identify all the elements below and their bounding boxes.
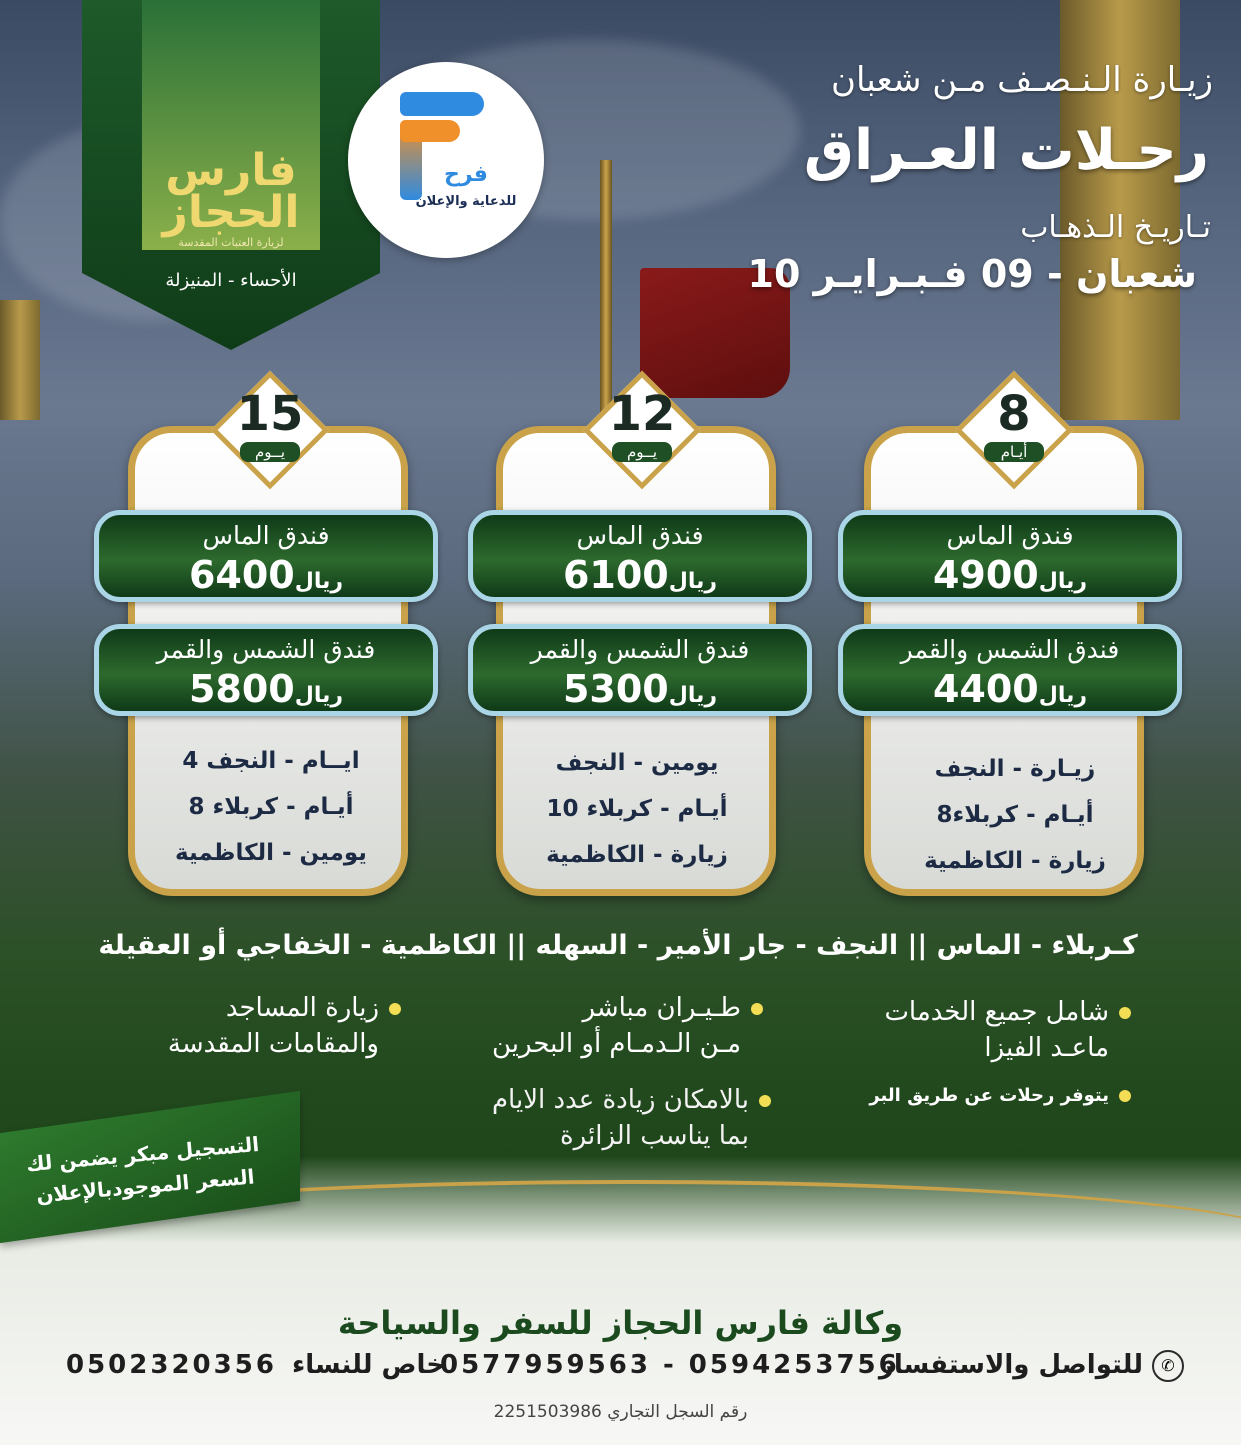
phone-icon: ✆ [1152,1350,1184,1382]
bullet-icon [1119,1007,1131,1019]
feature-text: طـيـران مباشر [582,993,741,1023]
logo-subtitle: لزيارة العتبات المقدسة [178,236,284,249]
feature-text: شامل جميع الخدمات [884,997,1109,1027]
bullet-icon [389,1003,401,1015]
itinerary-line: يومين - النجف [555,750,719,776]
feature-item [492,990,763,1062]
itinerary [502,740,772,878]
days-medal [956,372,1072,488]
agency-name: وكالة فارس الحجاز للسفر والسياحة [337,1304,904,1342]
departure-date: 10 شعبان - 09 فـبـرايـر [747,252,1197,296]
price-box [468,510,812,602]
price-box [468,624,812,716]
hotel-name: فندق الشمس والقمر [156,635,376,664]
package-days-unit: يــوم [240,442,300,462]
price-value: 6400 [188,553,295,597]
cities-line: كـربلاء - الماس || النجف - جار الأمير - السهله || الكاظمية - الخفاجي أو العقيلة [98,930,1138,961]
package-days: 15 [236,386,304,442]
currency: ريال [1038,569,1088,594]
hotel-name: فندق الماس [946,521,1074,550]
partner-tagline: للدعاية والإعلان [415,194,517,209]
feature-item [168,990,401,1062]
feature-text: والمقامات المقدسة [167,1029,379,1059]
itinerary-line: يومين - الكاظمية [175,840,367,866]
hotel-price [99,667,433,711]
itinerary-line: 8أيـام - كربلاء [936,802,1094,828]
hotel-name: فندق الشمس والقمر [530,635,750,664]
feature-item [492,1082,771,1154]
promo-line: التسجيل مبكر يضمن لك [25,1131,260,1177]
women-phone[interactable]: 0502320356 [66,1350,277,1380]
days-medal [212,372,328,488]
bullet-icon [759,1095,771,1107]
price-value: 4400 [932,667,1039,711]
price-box [838,510,1182,602]
women-label: خاص للنساء [292,1350,446,1380]
logo-name: فارس الحجاز [162,145,300,238]
contact-label: للتواصل والاستفسار [878,1350,1143,1380]
hotel-name: فندق الماس [202,521,330,550]
currency: ريال [668,569,718,594]
hotel-price [473,667,807,711]
price-box [94,510,438,602]
f-logo-bar-top [400,92,484,116]
partner-logo [348,62,544,258]
price-value: 5800 [188,667,295,711]
hotel-price [473,553,807,597]
itinerary [136,738,406,876]
promo-line: السعر الموجودبالإعلان [35,1164,256,1208]
days-medal [584,372,700,488]
feature-item [869,1078,1131,1114]
feature-text: بالامكان زيادة عدد الايام [491,1085,749,1115]
partner-name: فرح [444,162,488,187]
currency: ريال [294,569,344,594]
feature-text: مـن الـدمـام أو البحرين [491,1029,741,1059]
itinerary [880,746,1150,884]
feature-text: بما يناسب الزائرة [560,1121,749,1151]
hotel-name: فندق الشمس والقمر [900,635,1120,664]
price-value: 5300 [562,667,669,711]
itinerary-line: 8 أيـام - كربلاء [188,794,354,820]
itinerary-line: زيـارة - النجف [934,756,1096,782]
hero-subtitle: زيـارة الـنـصـف مـن شعبان [830,60,1213,100]
feature-text: ماعـد الفيزا [984,1033,1109,1063]
itinerary-line: 4 ايــام - النجف [182,748,360,774]
price-box [838,624,1182,716]
bullet-icon [1119,1090,1131,1102]
hotel-name: فندق الماس [576,521,704,550]
itinerary-line: زيارة - الكاظمية [924,848,1106,874]
price-box [94,624,438,716]
minaret [0,300,40,420]
departure-label: تـاريـخ الـذهـاب [1020,210,1211,245]
hotel-price [843,553,1177,597]
f-logo-bar-mid [400,120,460,142]
hero-title: رحـلات العـراق [803,118,1209,183]
package-days: 12 [608,386,676,442]
hotel-price [99,553,433,597]
itinerary-line: 10 أيـام - كربلاء [546,796,728,822]
feature-item [884,994,1131,1066]
registration-number: رقم السجل التجاري 2251503986 [493,1402,748,1422]
bullet-icon [751,1003,763,1015]
currency: ريال [1038,683,1088,708]
price-value: 6100 [562,553,669,597]
currency: ريال [668,683,718,708]
package-days-unit: يــوم [612,442,672,462]
logo-locations: الأحساء - المنيزلة [165,270,297,291]
hotel-price [843,667,1177,711]
feature-text: يتوفر رحلات عن طريق البر [869,1085,1109,1106]
phone-numbers[interactable]: 0577959563 - 0594253756 [440,1350,900,1380]
price-value: 4900 [932,553,1039,597]
package-days-unit: أيـام [984,442,1044,462]
package-days: 8 [997,386,1031,442]
currency: ريال [294,683,344,708]
itinerary-line: زيارة - الكاظمية [546,842,728,868]
feature-text: زيارة المساجد [225,993,379,1023]
